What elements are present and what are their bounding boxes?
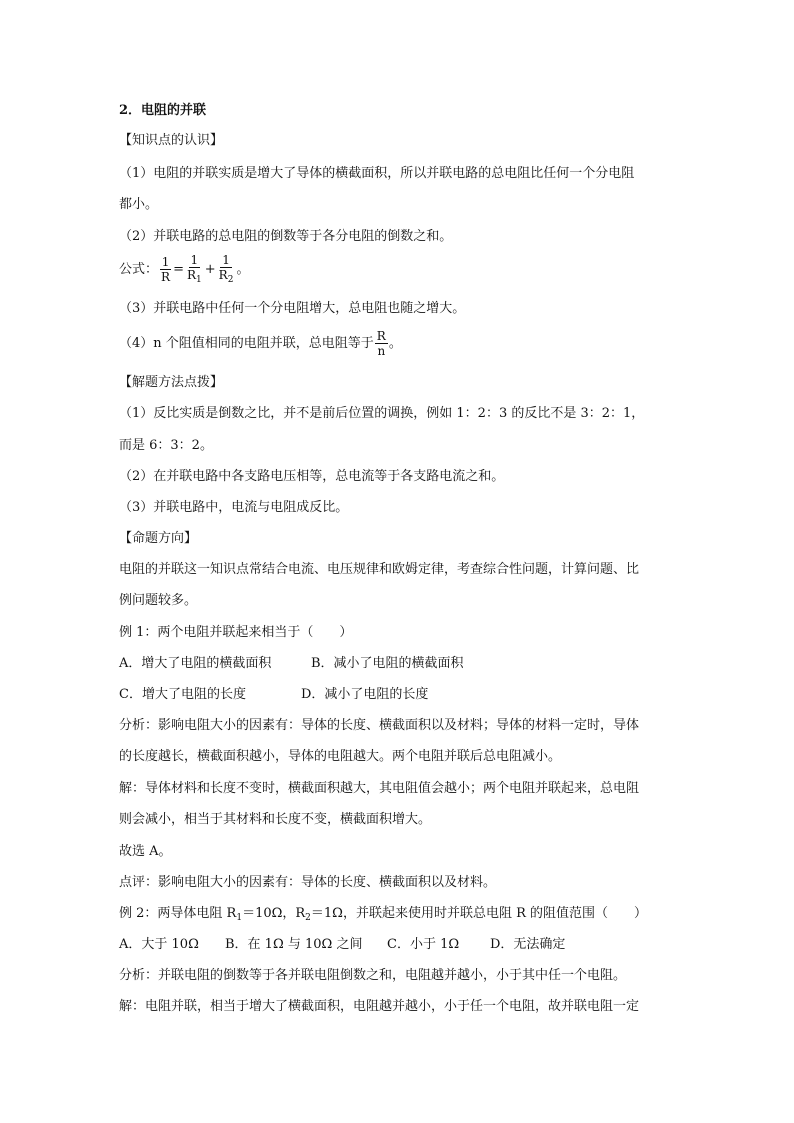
direction-line2: 例问题较多。 (119, 593, 198, 608)
formula-lhs-fraction: $\frac{1}{R}$ (161, 255, 171, 284)
example2-option-b: B．在 1Ω 与 10Ω 之间 (225, 937, 363, 952)
example2-analysis: 分析：并联电阻的倒数等于各并联电阻倒数之和，电阻越并越小，小于其中任一个电阻。 (119, 968, 627, 983)
method-p1-line1: （1）反比实质是倒数之比，并不是前后位置的调换，例如 1：2：3 的反比不是 3：2：1， (119, 406, 645, 421)
formula-line (119, 252, 249, 288)
example2-option-a: A．大于 10Ω (119, 937, 199, 952)
example2-question: 例 2：两导体电阻 $R_1=10\Omega$，$R_2=1\Omega$，并联起来使用时并联总电阻 R 的阻值范围（ ） (119, 906, 648, 923)
p4-fraction: $\frac{R}{n}$ (376, 329, 386, 358)
example2-solution-line1: 解：电阻并联，相当于增大了横截面积，电阻越并越小，小于任一个电阻，故并联电阻一定 (119, 999, 640, 1014)
example1-analysis-line1: 分析：影响电阻大小的因素有：导体的长度、横截面积以及材料；导体的材料一定时，导体 (119, 718, 640, 733)
section-title: 2．电阻的并联 (119, 103, 207, 118)
formula-term2-fraction: $\frac{1}{R_2}$ (218, 252, 234, 285)
example1-option-b: B．减小了电阻的横截面积 (311, 656, 464, 671)
example1-solution-line1: 解：导体材料和长度不变时，横截面积越大，其电阻值会越小；两个电阻并联起来，总电阻 (119, 781, 640, 796)
knowledge-p1-line1: （1）电阻的并联实质是增大了导体的横截面积，所以并联电路的总电阻比任何一个分电阻 (119, 166, 635, 181)
knowledge-p2: （2）并联电路的总电阻的倒数等于各分电阻的倒数之和。 (119, 229, 453, 244)
example1-options-row1 (119, 655, 464, 673)
formula-term1-fraction: $\frac{1}{R_1}$ (186, 252, 202, 285)
example1-solution-line2: 则会减小，相当于其材料和长度不变，横截面积增大。 (119, 812, 432, 827)
example1-comment: 点评：影响电阻大小的因素有：导体的长度、横截面积以及材料。 (119, 875, 497, 890)
example1-options-row2 (119, 686, 428, 704)
direction-line1: 电阻的并联这一知识点常结合电流、电压规律和欧姆定律，考查综合性问题，计算问题、比 (119, 562, 640, 577)
knowledge-p1-line2: 都小。 (119, 197, 159, 212)
method-p2: （2）在并联电路中各支路电压相等，总电流等于各支路电流之和。 (119, 469, 505, 484)
example1-option-d: D．减小了电阻的长度 (301, 687, 429, 702)
method-p1-line2: 而是 6：3：2。 (119, 438, 213, 453)
example1-question: 例 1：两个电阻并联起来相当于（ ） (119, 625, 353, 640)
formula-equals: = (173, 262, 184, 277)
knowledge-p3: （3）并联电路中任何一个分电阻增大，总电阻也随之增大。 (119, 301, 466, 316)
method-header: 【解题方法点拨】 (119, 375, 224, 390)
example2-option-d: D．无法确定 (490, 937, 566, 952)
example1-analysis-line2: 的长度越长，横截面积越小，导体的电阻越大。两个电阻并联后总电阻减小。 (119, 749, 562, 764)
method-p3: （3）并联电路中，电流与电阻成反比。 (119, 500, 349, 515)
formula-prefix: 公式： (119, 262, 159, 277)
example1-option-a: A．增大了电阻的横截面积 (119, 656, 272, 671)
example2-options (119, 936, 565, 954)
knowledge-p4: （4）n 个阻值相同的电阻并联，总电阻等于 $\frac{R}{n}$ 。 (119, 329, 402, 358)
example1-answer: 故选 A。 (119, 844, 172, 859)
formula-plus: + (204, 262, 216, 277)
direction-header: 【命题方向】 (119, 531, 198, 546)
formula-end: 。 (236, 262, 250, 277)
knowledge-header: 【知识点的认识】 (119, 133, 224, 148)
example1-option-c: C．增大了电阻的长度 (119, 687, 246, 702)
example2-option-c: C．小于 1Ω (387, 937, 460, 952)
